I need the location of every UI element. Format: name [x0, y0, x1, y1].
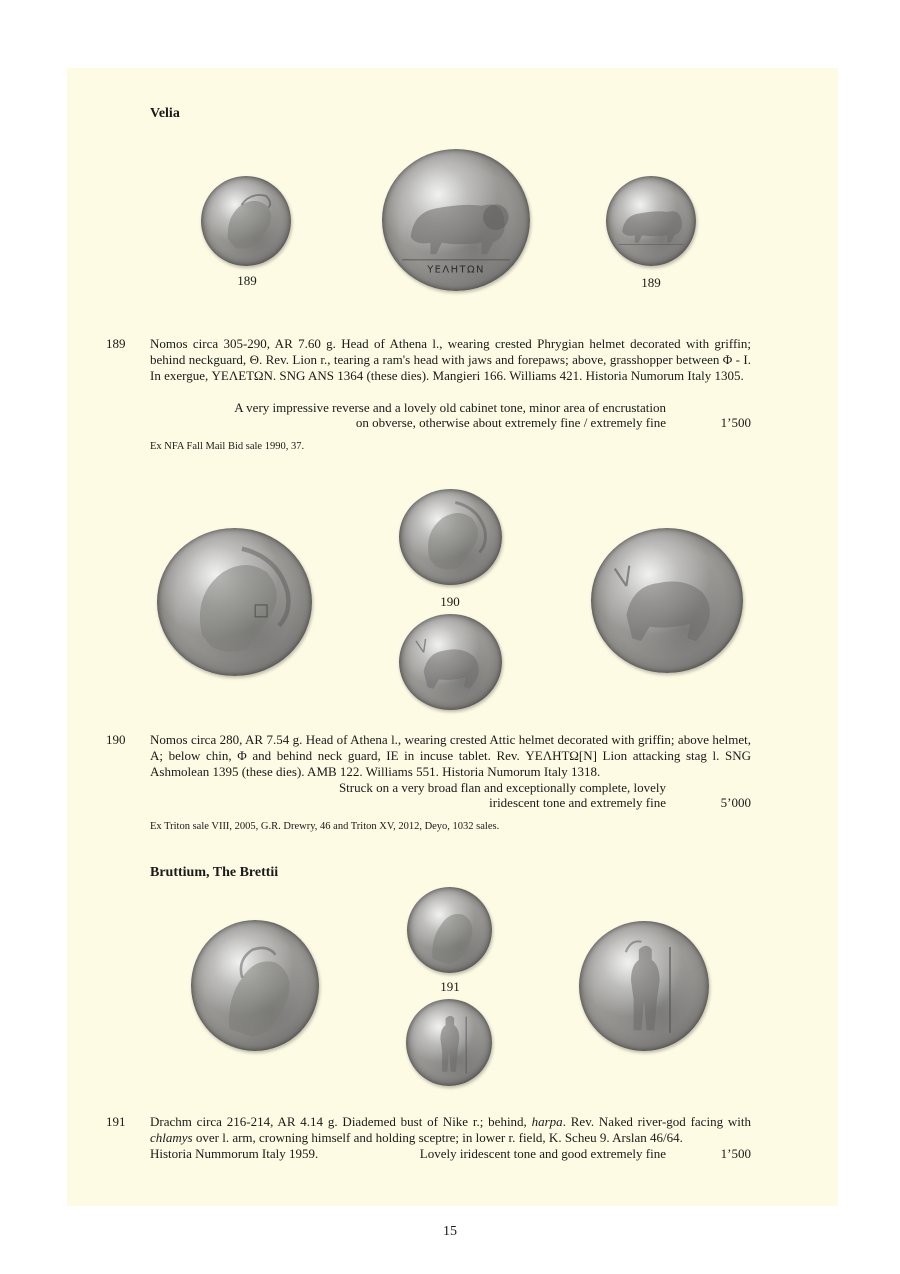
lot-provenance-190: Ex Triton sale VIII, 2005, G.R. Drewry, 46 and Triton XV, 2012, Deyo, 1032 sales.	[150, 821, 500, 832]
lot-number-189: 189	[106, 336, 126, 351]
lot-number-191: 191	[106, 1114, 126, 1129]
coin-caption-189-left: 189	[237, 273, 257, 288]
lot-description-191-ref: Historia Nummorum Italy 1959.	[150, 1146, 319, 1161]
athena-head-icon-large	[157, 528, 312, 676]
lot-description-191-chlamys: chlamys	[150, 1130, 193, 1145]
coin-189-reverse-small	[606, 176, 696, 266]
lot-description-189: Nomos circa 305-290, AR 7.60 g. Head of Athena l., wearing crested Phrygian helmet decorated with griffin; behind neckguard, Θ. Rev. Lion r., tearing a ram's head with jaws and forepaws; above, grasshopper between Φ - I. In exergue, ΥΕΛΕΤΩΝ. SNG ANS 1364 (these dies). Mangieri 166. Williams 421. Historia Numorum Italy 1305.	[150, 336, 751, 383]
athena-head-icon	[201, 176, 291, 266]
river-god-icon	[579, 921, 709, 1051]
lot-description-191-part2: . Rev. Naked river-god facing with	[562, 1114, 751, 1129]
coin-190-obverse-large	[157, 528, 312, 676]
lot-description-191-part3: over l. arm, crowning himself and holding sceptre; in lower r. field, K. Scheu 9. Arslan 46/64.	[192, 1130, 683, 1145]
coin-189-reverse-large	[382, 149, 530, 291]
coin-191-obverse-large	[191, 920, 319, 1051]
coin-190-obverse-small	[399, 489, 502, 585]
coin-caption-189-right: 189	[641, 275, 661, 290]
coin-190-reverse-small	[399, 614, 502, 710]
page-number: 15	[443, 1224, 457, 1239]
lot-condition-191-line1: Lovely iridescent tone and good extremely fine	[419, 1146, 666, 1161]
river-god-icon-small	[406, 999, 492, 1086]
lion-icon	[382, 149, 530, 291]
coin-190-reverse-large	[591, 528, 743, 673]
coin-caption-191: 191	[440, 979, 460, 994]
coin-caption-190: 190	[440, 594, 460, 609]
coin-191-reverse-small	[406, 999, 492, 1086]
lot-number-190: 190	[106, 732, 126, 747]
nike-bust-icon-small	[407, 887, 492, 973]
coin-191-obverse-small	[407, 887, 492, 973]
athena-head-icon-small	[399, 489, 502, 585]
lot-provenance-189: Ex NFA Fall Mail Bid sale 1990, 37.	[150, 441, 305, 452]
nike-bust-icon	[191, 920, 319, 1051]
section-heading-bruttium: Bruttium, The Brettii	[150, 865, 279, 880]
lion-icon-small	[606, 176, 696, 266]
coin-191-reverse-large	[579, 921, 709, 1051]
lot-condition-189-line2: on obverse, otherwise about extremely fine / extremely fine	[355, 415, 666, 430]
lot-description-190: Nomos circa 280, AR 7.54 g. Head of Athena l., wearing crested Attic helmet decorated with griffin; above helmet, A; below chin, Φ and behind neck guard, IE in incuse tablet. Rev. ΥΕΛΗΤΩ[Ν] Lion attacking stag l. SNG Ashmolean 1395 (these dies). AMB 122. Williams 551. Historia Numorum Italy 1318.	[150, 732, 751, 779]
lot-condition-190-line1: Struck on a very broad flan and exceptionally complete, lovely	[338, 780, 666, 795]
lot-price-189: 1’500	[720, 415, 751, 430]
coin-189-legend-large: ΥΕΛΗΤΩΝ	[427, 264, 485, 276]
lot-condition-190-line2: iridescent tone and extremely fine	[489, 795, 666, 810]
coin-189-obverse-small	[201, 176, 291, 266]
lion-attacking-stag-icon	[591, 528, 743, 673]
lot-price-190: 5’000	[720, 795, 751, 810]
lion-attacking-stag-icon-small	[399, 614, 502, 710]
lot-condition-189-line1: A very impressive reverse and a lovely old cabinet tone, minor area of encrustation	[234, 400, 666, 415]
lot-price-191: 1’500	[720, 1146, 751, 1161]
lot-description-191	[150, 1114, 751, 1146]
lot-description-191-harpa: harpa	[531, 1114, 563, 1129]
lot-description-191-part1: Drachm circa 216-214, AR 4.14 g. Diademed bust of Nike r.; behind,	[150, 1114, 532, 1129]
section-heading-velia: Velia	[150, 106, 180, 121]
